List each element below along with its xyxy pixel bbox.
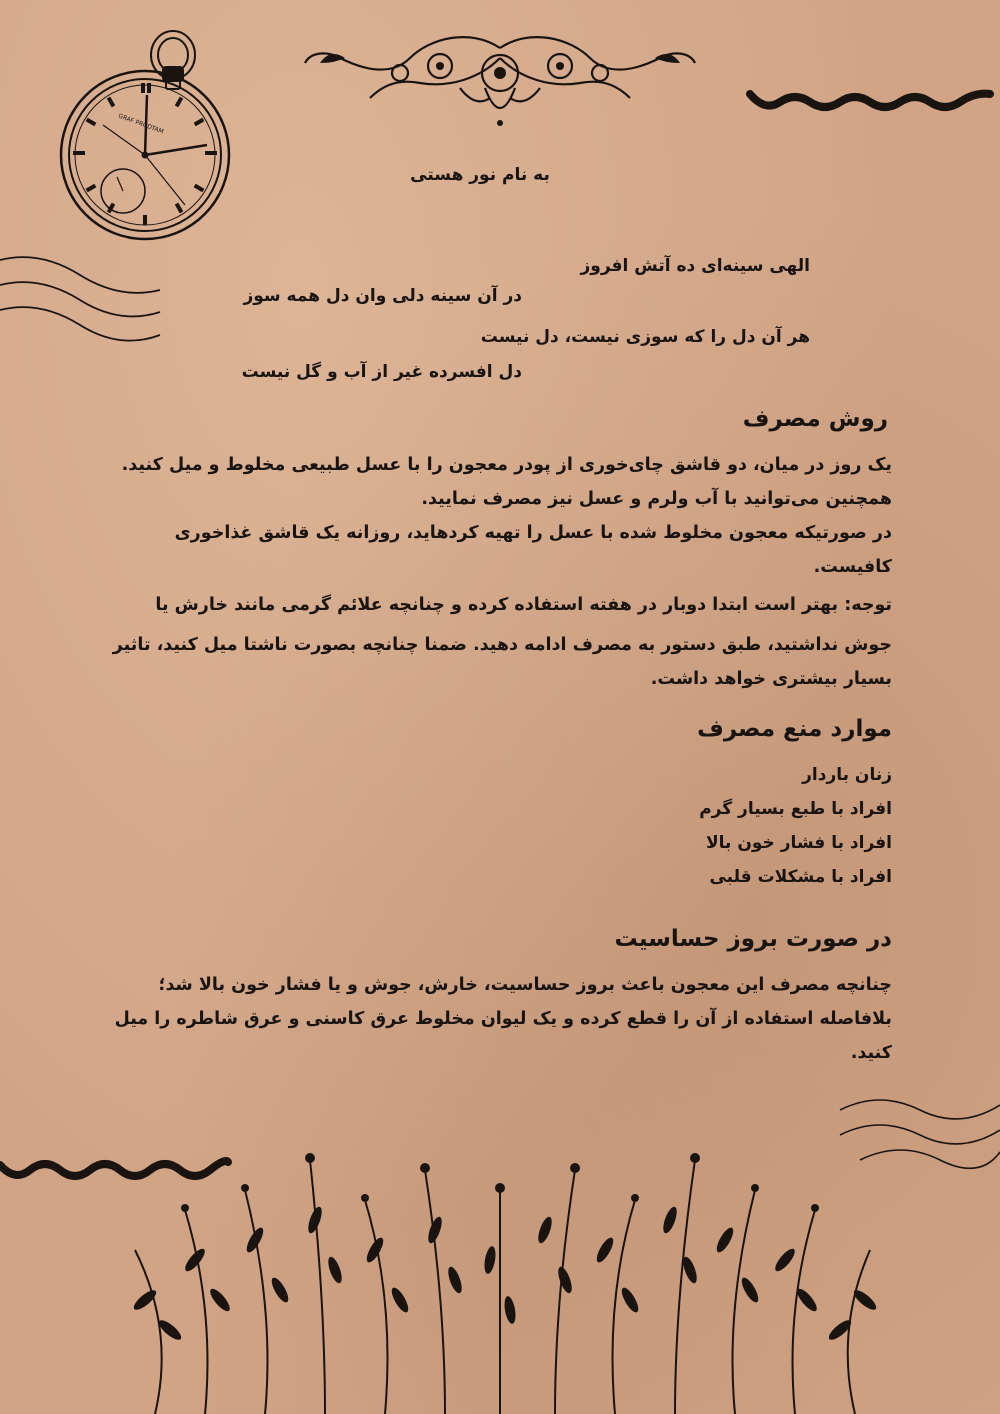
usage-note-line-1: توجه: بهتر است ابتدا دوبار در هفته استفاده کرده و چنانچه علائم گرمی مانند خارش یا (155, 595, 892, 615)
usage-paragraph-2: در صورتیکه معجون مخلوط شده با عسل را تهیه کردهاید، روزانه یک قاشق غذاخوری کافیست. (174, 523, 892, 577)
allergy-title: در صورت بروز حساسیت (614, 926, 892, 952)
poem-line-2: در آن سینه دلی وان دل همه سوز (243, 286, 522, 306)
allergy-paragraph: چنانچه مصرف این معجون باعث بروز حساسیت، خارش، جوش و یا فشار خون بالا شد؛ بلافاصله استفاده از آن را قطع کرده و یک لیوان مخلوط عرق کاسنی و عرق شاطره را میل کنید. (114, 975, 892, 1063)
wave-top-right (750, 82, 1000, 122)
usage-paragraph-1: یک روز در میان، دو قاشق چای‌خوری از پودر معجون را با عسل طبیعی مخلوط و میل کنید. همچنین می‌توانید با آب ولرم و عسل نیز مصرف نمایید. (121, 455, 892, 509)
top-ornament (300, 28, 700, 138)
list-item: افراد با فشار خون بالا (706, 833, 892, 853)
list-item: افراد با طبع بسیار گرم (699, 799, 892, 819)
postal-lines-left (0, 250, 170, 340)
poem-line-1: الهی سینه‌ای ده آتش افروز (580, 256, 810, 276)
botanical-illustration (95, 1130, 905, 1414)
list-item: افراد با مشکلات قلبی (709, 867, 892, 887)
contraindications-list (699, 758, 892, 894)
poem-line-3: هر آن دل را که سوزی نیست، دل نیست (480, 327, 810, 347)
list-item: زنان باردار (802, 765, 892, 785)
poem-line-4: دل افسرده غیر از آب و گل نیست (241, 362, 522, 382)
pocket-watch-illustration (55, 25, 235, 255)
usage-title: روش مصرف (742, 406, 888, 432)
contraindications-title: موارد منع مصرف (697, 716, 892, 742)
watch-brand-label: GRAF PRODTAM (117, 112, 165, 136)
page-title: به نام نور هستی (410, 165, 550, 185)
usage-note-line-2: جوش نداشتید، طبق دستور به مصرف ادامه دهید. ضمنا چنانچه بصورت ناشتا میل کنید، تاثیر بسیار بیشتری خواهد داشت. (112, 635, 892, 689)
